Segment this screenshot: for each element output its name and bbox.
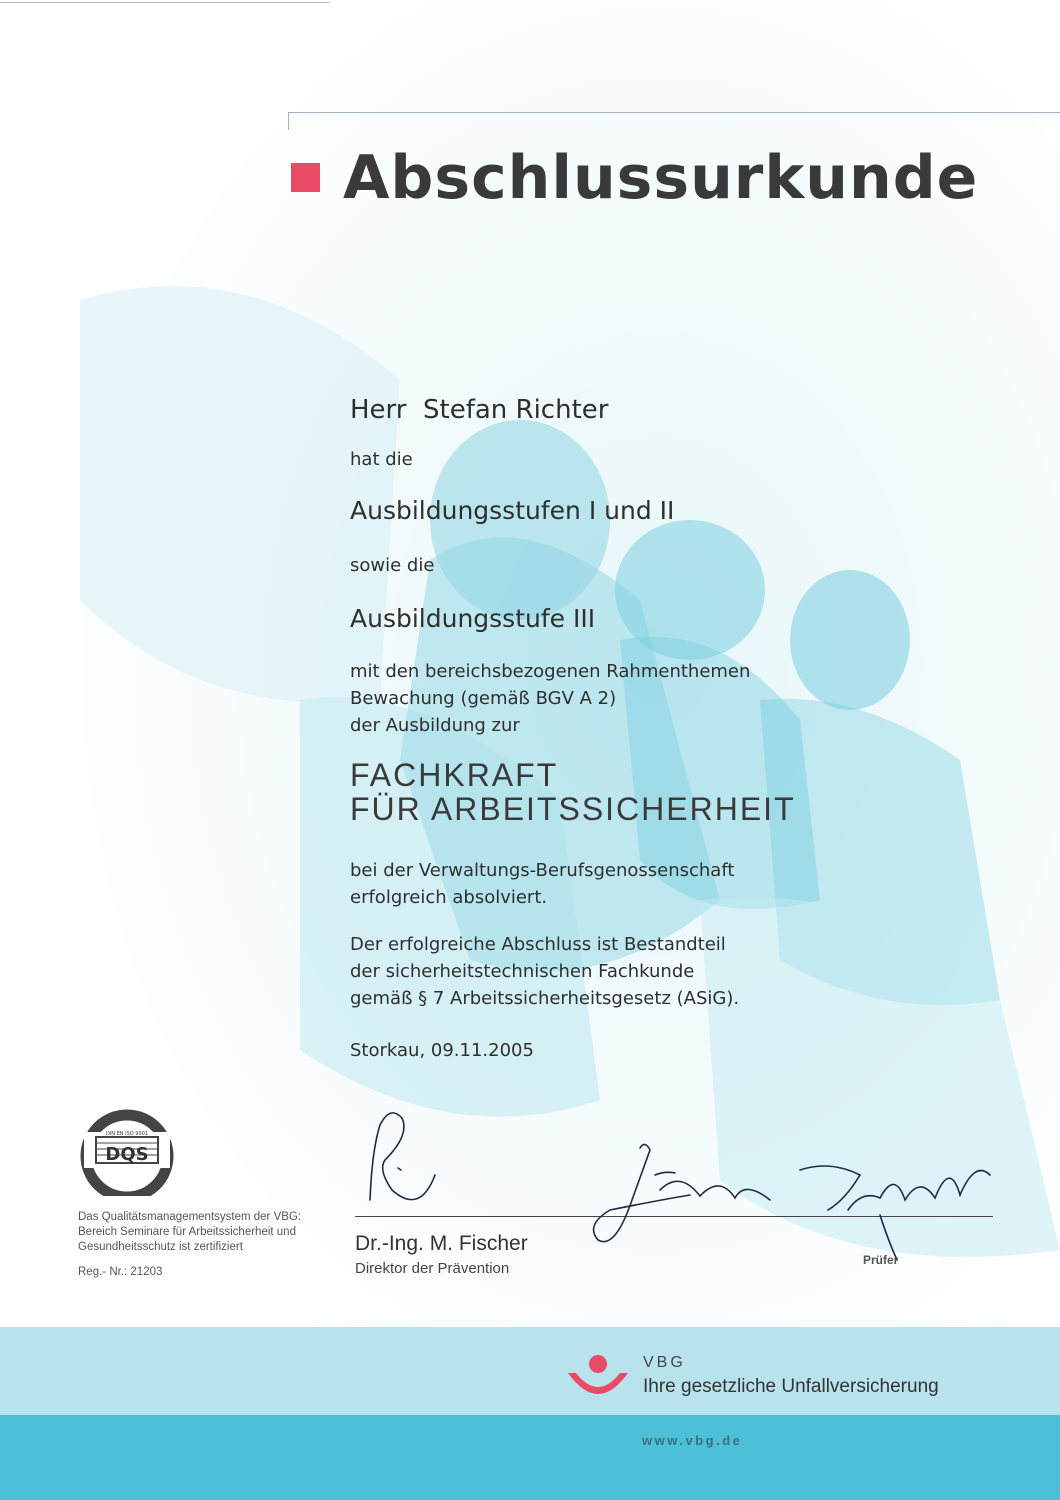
recipient-name: Herr Stefan Richter: [350, 395, 609, 425]
vbg-tagline: Ihre gesetzliche Unfallversicherung: [643, 1376, 939, 1397]
svg-text:DIN EN ISO 9001: DIN EN ISO 9001: [105, 1131, 149, 1137]
legal-line: Der erfolgreiche Abschluss ist Bestandteil: [350, 934, 726, 955]
text-hat-die: hat die: [350, 449, 413, 470]
qualification-line: FACHKRAFT: [350, 757, 559, 793]
signer-name: Dr.-Ing. M. Fischer: [355, 1232, 528, 1255]
level-3: Ausbildungsstufe III: [350, 604, 596, 633]
topic-block: [350, 658, 750, 739]
legal-line: der sicherheitstechnischen Fachkunde: [350, 961, 695, 982]
certification-text: [78, 1210, 301, 1255]
levels-1-2: Ausbildungsstufen I und II: [350, 496, 675, 525]
vbg-name: VBG: [643, 1354, 686, 1371]
certification-line: Das Qualitätsmanagementsystem der VBG:: [78, 1211, 302, 1223]
certification-line: Gesundheitsschutz ist zertifiziert: [78, 1241, 243, 1253]
website-url: www.vbg.de: [642, 1433, 743, 1448]
place-date: Storkau, 09.11.2005: [350, 1040, 534, 1061]
signer-role: Direktor der Prävention: [355, 1260, 510, 1277]
certification-line: Bereich Seminare für Arbeitssicherheit und: [78, 1226, 296, 1238]
frame-line: [288, 112, 1060, 113]
dqs-seal-icon: [76, 1104, 178, 1196]
institution-line: bei der Verwaltungs-Berufsgenossenschaft: [350, 860, 735, 881]
footer-band-dark: [0, 1415, 1060, 1500]
legal-block: [350, 931, 739, 1012]
institution-line: erfolgreich absolviert.: [350, 887, 548, 908]
footer-band-light: [0, 1327, 1060, 1415]
qualification-title: [350, 758, 796, 826]
title-square-icon: [291, 163, 320, 192]
legal-line: gemäß § 7 Arbeitssicherheitsgesetz (ASiG).: [350, 988, 740, 1009]
signature-line: [355, 1216, 993, 1217]
vbg-logo-icon: [566, 1353, 630, 1403]
topic-line: Bewachung (gemäß BGV A 2): [350, 688, 617, 709]
frame-corner: [288, 112, 289, 130]
institution-block: [350, 857, 734, 911]
svg-text:DQS: DQS: [105, 1144, 149, 1165]
qualification-line: FÜR ARBEITSSICHERHEIT: [350, 791, 796, 827]
examiner-label: Prüfer: [863, 1253, 899, 1267]
text-sowie-die: sowie die: [350, 555, 435, 576]
registration-number: Reg.- Nr.: 21203: [78, 1266, 163, 1278]
topic-line: mit den bereichsbezogenen Rahmenthemen: [350, 661, 751, 682]
topic-line: der Ausbildung zur: [350, 715, 520, 736]
certificate-title: Abschlussurkunde: [343, 143, 979, 213]
